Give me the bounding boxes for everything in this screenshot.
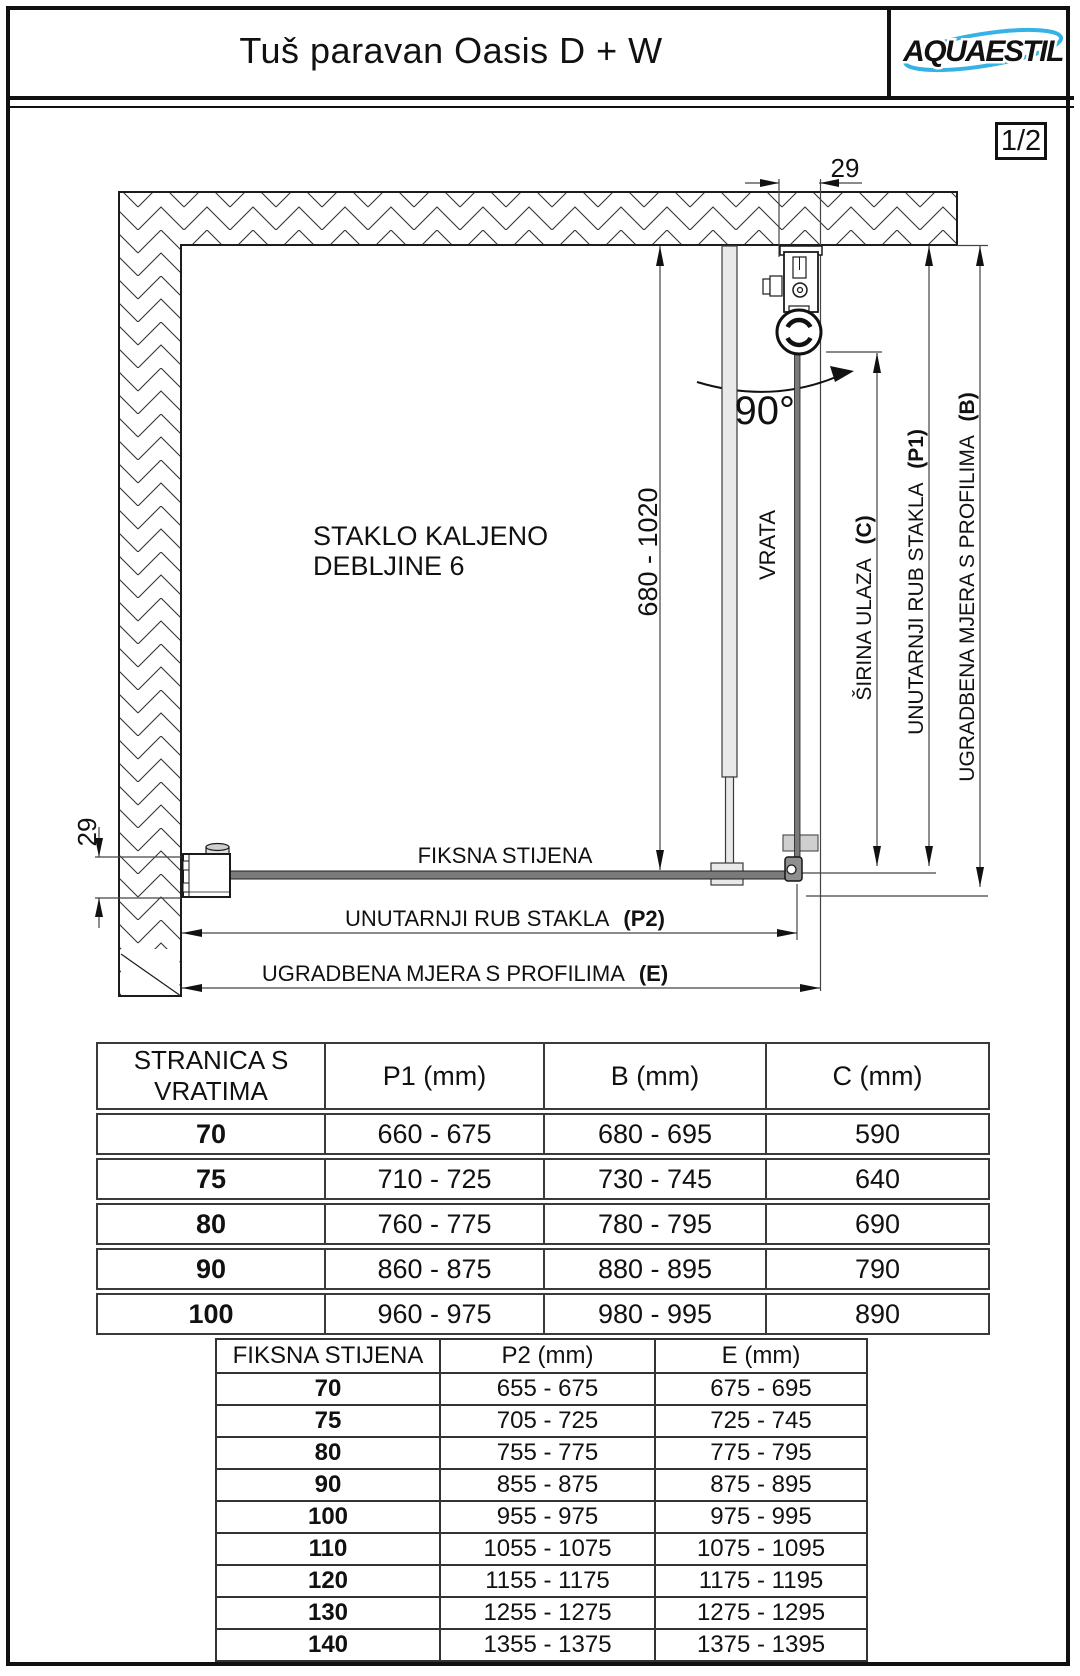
b-cell: 730 - 745 [545,1160,767,1198]
dim-e-label: UGRADBENA MJERA S PROFILIMA (E) [261,961,669,986]
p2-cell: 655 - 675 [440,1373,655,1405]
support-bracket [783,835,818,851]
table-row [216,1373,867,1405]
corner-pivot-hole [787,865,796,874]
p1-cell: 960 - 975 [326,1295,545,1333]
e-cell: 875 - 895 [655,1469,867,1501]
logo-text: AQUAESTIL [903,35,1063,68]
header-b: B (mm) [545,1044,767,1108]
table-row [96,1293,990,1335]
e-cell: 775 - 795 [655,1437,867,1469]
table-row [216,1565,867,1597]
size-cell: 70 [98,1115,326,1153]
dim-p2-label: UNUTARNJI RUB STAKLA (P2) [345,906,665,931]
e-cell: 1175 - 1195 [655,1565,867,1597]
size-cell: 90 [98,1250,326,1288]
p2-cell: 1355 - 1375 [440,1629,655,1661]
table-row [216,1469,867,1501]
b-cell: 780 - 795 [545,1205,767,1243]
door-label: VRATA [755,509,780,581]
size-cell: 110 [216,1533,440,1565]
e-cell: 725 - 745 [655,1405,867,1437]
dim-29-top: 29 [830,153,860,183]
header-c: C (mm) [832,1060,923,1091]
dim-29-left: 29 [72,817,102,847]
door-glass [795,352,801,875]
b-cell: 880 - 895 [545,1250,767,1288]
table-row [216,1501,867,1533]
size-cell: 80 [216,1437,440,1469]
fixed-wall-label: FIKSNA STIJENA [417,843,593,868]
p2-cell: 705 - 725 [440,1405,655,1437]
table-row [216,1597,867,1629]
c-cell: 690 [854,1208,901,1239]
p2-cell: 1155 - 1175 [440,1565,655,1597]
p1-cell: 760 - 775 [326,1205,545,1243]
door-hinge [763,246,822,354]
size-cell: 70 [216,1373,440,1405]
b-cell: 980 - 995 [545,1295,767,1333]
header-p1: P1 (mm) [326,1044,545,1108]
size-cell: 90 [216,1469,440,1501]
page-title: Tuš paravan Oasis D + W [239,30,663,71]
wall-break [121,949,180,995]
p2-cell: 755 - 775 [440,1437,655,1469]
b-cell: 680 - 695 [545,1115,767,1153]
dim-b-label: UGRADBENA MJERA S PROFILIMA (B) [956,392,979,782]
table-row [216,1437,867,1469]
door-panel-lower [726,777,734,865]
c-cell: 790 [854,1253,901,1284]
header-p2: P2 (mm) [440,1339,655,1373]
header-e: E (mm) [655,1339,867,1373]
size-cell: 75 [98,1160,326,1198]
e-cell: 675 - 695 [655,1373,867,1405]
table-row [216,1405,867,1437]
c-cell: 640 [854,1163,901,1194]
table-header-row [96,1042,990,1110]
dim-door-range: 680 - 1020 [633,487,663,617]
table-row [96,1113,990,1155]
e-cell: 1375 - 1395 [655,1629,867,1661]
size-cell: 120 [216,1565,440,1597]
table-row [96,1248,990,1290]
fixed-wall-table [215,1338,868,1662]
glass-note-line2: DEBLJINE 6 [313,551,465,581]
angle-label: 90° [734,389,795,433]
p2-cell: 855 - 875 [440,1469,655,1501]
dim-p1-label: UNUTARNJI RUB STAKLA (P1) [905,429,928,735]
e-cell: 975 - 995 [655,1501,867,1533]
e-cell: 1275 - 1295 [655,1597,867,1629]
size-cell: 75 [216,1405,440,1437]
glass-note-line1: STAKLO KALJENO [313,521,549,551]
p2-cell: 1255 - 1275 [440,1597,655,1629]
p1-cell: 660 - 675 [326,1115,545,1153]
door-panel-open [722,246,737,777]
size-cell: 100 [216,1501,440,1533]
hinge-knuckle-icon [777,310,821,354]
size-cell: 100 [98,1295,326,1333]
table-row [96,1203,990,1245]
fixed-glass [228,871,794,879]
table-row [216,1533,867,1565]
table-row [216,1629,867,1661]
c-cell: 590 [854,1118,901,1149]
table-header-row [216,1339,867,1373]
size-cell: 140 [216,1629,440,1661]
wall-bracket [183,844,230,898]
table-row [96,1158,990,1200]
header-stranica: STRANICA S VRATIMA [98,1044,326,1108]
p1-cell: 710 - 725 [326,1160,545,1198]
p1-cell: 860 - 875 [326,1250,545,1288]
door-side-table [96,1042,990,1338]
size-cell: 80 [98,1205,326,1243]
c-cell: 890 [854,1298,901,1329]
dim-c-label: ŠIRINA ULAZA (C) [853,515,876,701]
page-number: 1/2 [995,122,1047,160]
header-fiksna: FIKSNA STIJENA [216,1339,440,1373]
p2-cell: 1055 - 1075 [440,1533,655,1565]
p2-cell: 955 - 975 [440,1501,655,1533]
size-cell: 130 [216,1597,440,1629]
e-cell: 1075 - 1095 [655,1533,867,1565]
